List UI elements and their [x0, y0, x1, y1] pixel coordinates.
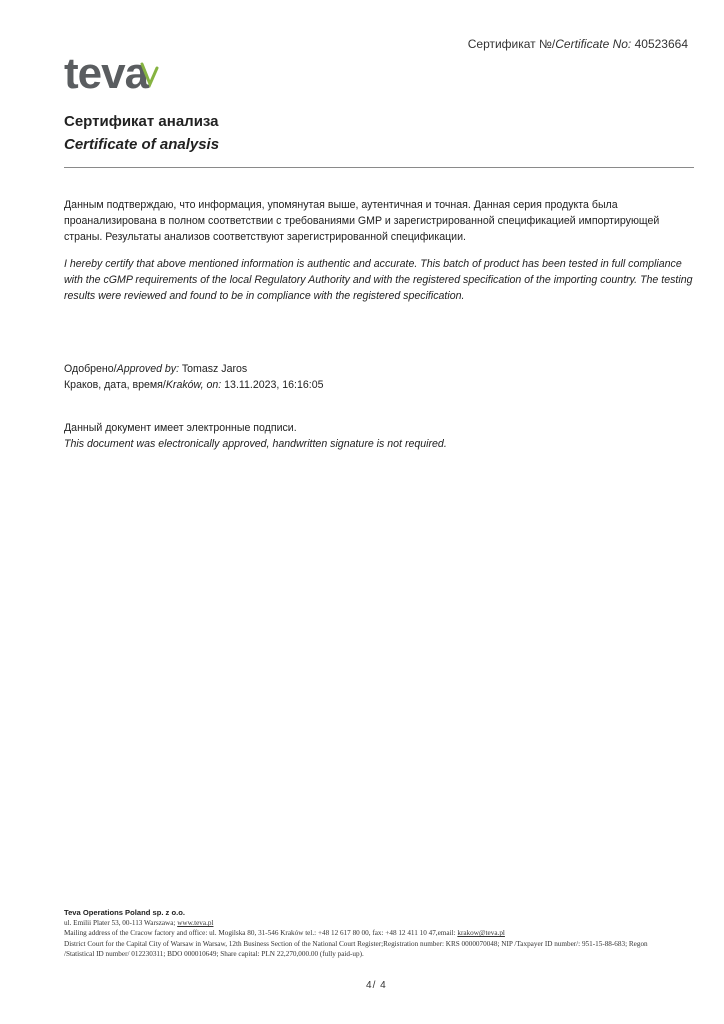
footer-address	[64, 918, 664, 928]
statement-en: I hereby certify that above mentioned information is authentic and accurate. This batch of product has been tested in full compliance with the cGMP requirements of the local Regulatory Authority and with the registered specification of the importing country. The testing results were reviewed and found to be in compliance with the registered specification.	[64, 258, 693, 302]
footer	[64, 908, 664, 959]
page-separator: /	[372, 980, 377, 991]
approved-by-line	[64, 361, 247, 377]
place-label-en: Kraków, on:	[165, 379, 222, 391]
certificate-label-ru: Сертификат №/	[467, 37, 556, 51]
approved-label-ru: Одобрено/	[64, 363, 117, 375]
certificate-number	[468, 37, 688, 51]
footer-email-link[interactable]: krakow@teva.pl	[457, 929, 505, 938]
title-ru: Сертификат анализа	[64, 113, 219, 130]
teva-logo-graphic	[64, 50, 184, 94]
page-current: 4	[366, 980, 373, 991]
certificate-label-en: Certificate No:	[555, 37, 632, 51]
esignature-note-en: This document was electronically approved, handwritten signature is not required.	[64, 438, 447, 450]
page-total: 4	[380, 980, 387, 991]
footer-company: Teva Operations Poland sp. z o.o.	[64, 908, 185, 917]
approved-label-en: Approved by:	[116, 363, 180, 375]
title-en: Certificate of analysis	[64, 136, 220, 153]
footer-address-text: ul. Emilii Plater 53, 00-113 Warszawa;	[64, 919, 178, 928]
teva-logo-text: teva	[64, 50, 149, 94]
page-number	[366, 980, 387, 991]
approver-name: Tomasz Jaros	[181, 363, 248, 375]
divider	[64, 167, 694, 168]
approval-datetime-line	[64, 377, 324, 393]
footer-registration: District Court for the Capital City of Warsaw in Warsaw, 12th Business Section of the National Court Register;Registration number: KRS 0000070048; NIP /Taxpayer ID number/: 951-15-88-683; Regon /Statistical ID number/ 012230311; BDO 000010649; Share capital: PLN 22,270,000.00 (fully paid-up).	[64, 939, 648, 958]
certificate-number-value: 40523664	[634, 37, 688, 51]
esignature-note-ru: Данный документ имеет электронные подписи.	[64, 422, 297, 434]
approval-datetime: 13.11.2023, 16:16:05	[224, 379, 324, 391]
footer-website-link[interactable]: www.teva.pl	[177, 919, 214, 928]
footer-mailing-text: Mailing address of the Cracow factory and office: ul. Mogilska 80, 31-546 Kraków tel.: +48 12 617 80 00, fax: +48 12 411 10 47,email:	[64, 929, 458, 938]
teva-logo	[64, 50, 184, 94]
place-label-ru: Краков, дата, время/	[64, 379, 166, 391]
statement-ru: Данным подтверждаю, что информация, упомянутая выше, аутентичная и точная. Данная серия продукта была проанализирована в полном соответствии с требованиями GMP и зарегистрированной спецификацией импортирующей страны. Результаты анализов соответствуют зарегистрированной спецификации.	[64, 199, 660, 243]
footer-mailing-address	[64, 928, 664, 938]
